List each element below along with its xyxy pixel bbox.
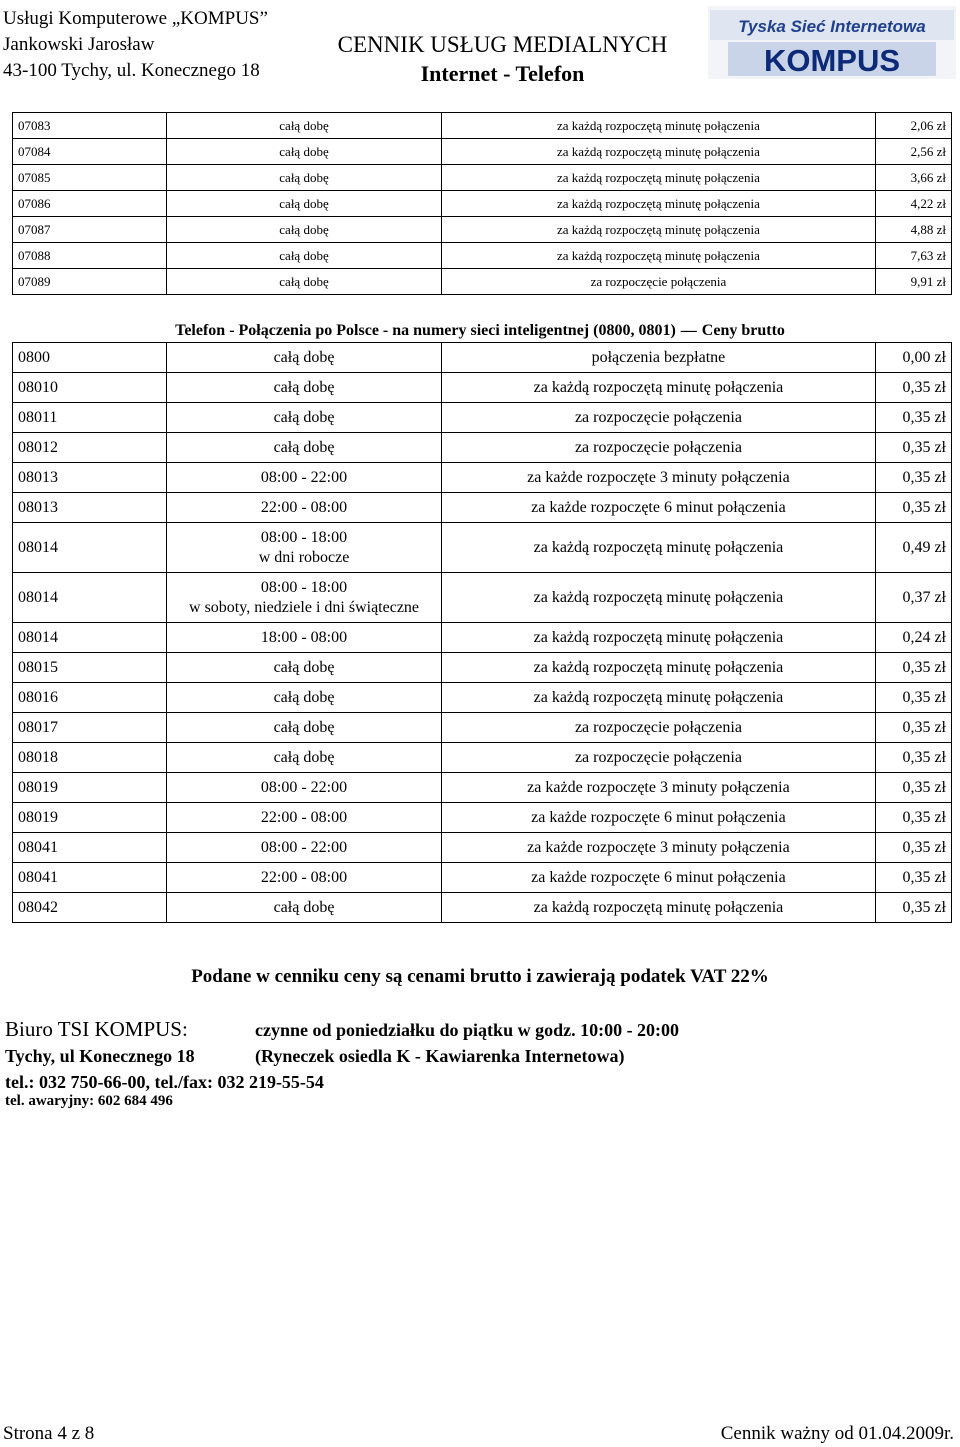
price-cell: 0,49 zł [876,523,952,573]
time-range-cell [167,523,441,573]
price-cell: 0,35 zł [876,403,952,433]
time-range-cell: całą dobę [167,373,441,403]
table-row [13,113,952,139]
price-cell: 0,35 zł [876,493,952,523]
table-row [13,653,952,683]
table-row [13,343,952,373]
number-prefix-cell: 08011 [13,403,167,433]
vat-note: Podane w cenniku ceny są cenami brutto i zawierają podatek VAT 22% [191,966,769,987]
billing-description-cell: za każdą rozpoczętą minutę połączenia [441,523,876,573]
number-prefix-cell: 07087 [13,217,167,243]
valid-from: Cennik ważny od 01.04.2009r. [720,1423,954,1444]
number-prefix-cell: 08019 [13,773,167,803]
time-range-cell: całą dobę [167,217,441,243]
price-table-intelligent-network [12,342,952,923]
price-table-premium [12,112,952,295]
office-fax: tel./fax: 032 219-55-54 [154,1072,324,1092]
billing-description-cell: za rozpoczęcie połączenia [441,743,876,773]
office-label: Biuro TSI KOMPUS: [5,1017,188,1041]
company-name: Usługi Komputerowe „KOMPUS” [3,8,268,29]
price-cell: 0,35 zł [876,653,952,683]
billing-description-cell: za rozpoczęcie połączenia [441,269,876,295]
price-cell: 0,37 zł [876,573,952,623]
time-range-cell: całą dobę [167,653,441,683]
logo-name: KOMPUS [763,43,901,78]
table-row [13,493,952,523]
price-cell: 0,35 zł [876,683,952,713]
table-row [13,863,952,893]
price-cell: 0,35 zł [876,713,952,743]
company-info [3,6,303,84]
office-address: Tychy, ul Konecznego 18 [5,1046,195,1066]
number-prefix-cell: 07083 [13,113,167,139]
number-prefix-cell: 08012 [13,433,167,463]
price-cell: 2,56 zł [876,139,952,165]
office-info [5,1016,679,1095]
logo-tagline: Tyska Sieć Internetowa [738,17,926,36]
price-cell: 7,63 zł [876,243,952,269]
price-cell: 0,35 zł [876,433,952,463]
time-range-cell: 22:00 - 08:00 [167,863,441,893]
number-prefix-cell: 0800 [13,343,167,373]
company-logo [708,6,956,79]
time-range-cell: całą dobę [167,165,441,191]
price-cell: 0,35 zł [876,463,952,493]
time-range: 08:00 - 18:00 [260,578,348,596]
price-cell: 0,35 zł [876,893,952,923]
time-range-cell: całą dobę [167,191,441,217]
billing-description-cell: za każdą rozpoczętą minutę połączenia [441,573,876,623]
section-title-dash: — [680,322,697,339]
number-prefix-cell: 08042 [13,893,167,923]
price-cell: 9,91 zł [876,269,952,295]
number-prefix-cell: 08014 [13,573,167,623]
table-row [13,623,952,653]
billing-description-cell: za każdą rozpoczętą minutę połączenia [441,139,876,165]
number-prefix-cell: 08019 [13,803,167,833]
time-range: 08:00 - 18:00 [260,528,348,546]
section-heading [0,322,960,340]
price-cell: 0,35 zł [876,833,952,863]
price-cell: 0,35 zł [876,373,952,403]
office-phone: tel.: 032 750-66-00, [5,1072,150,1092]
price-cell: 0,35 zł [876,863,952,893]
billing-description-cell: za każdą rozpoczętą minutę połączenia [441,653,876,683]
billing-description-cell: za każdą rozpoczętą minutę połączenia [441,113,876,139]
table-row [13,217,952,243]
number-prefix-cell: 08016 [13,683,167,713]
billing-description-cell: za każde rozpoczęte 6 minut połączenia [441,803,876,833]
billing-description-cell: za każdą rozpoczętą minutę połączenia [441,243,876,269]
billing-description-cell: za każdą rozpoczętą minutę połączenia [441,623,876,653]
table-row [13,165,952,191]
document-title: CENNIK USŁUG MEDIALNYCH [337,32,668,57]
billing-description-cell: za każdą rozpoczętą minutę połączenia [441,165,876,191]
table-row [13,573,952,623]
number-prefix-cell: 08017 [13,713,167,743]
price-cell: 4,88 zł [876,217,952,243]
price-cell: 0,35 zł [876,803,952,833]
billing-description-cell: za rozpoczęcie połączenia [441,433,876,463]
section-title-text: Telefon - Połączenia po Polsce - na numery sieci inteligentnej (0800, 0801) [175,322,676,339]
time-range-cell: 22:00 - 08:00 [167,803,441,833]
company-address: 43-100 Tychy, ul. Konecznego 18 [3,60,260,81]
table-row [13,683,952,713]
time-range-cell: całą dobę [167,743,441,773]
billing-description-cell: za rozpoczęcie połączenia [441,403,876,433]
day-type: w dni robocze [258,548,350,566]
table-row [13,373,952,403]
billing-description-cell: za każde rozpoczęte 6 minut połączenia [441,493,876,523]
time-range-cell: całą dobę [167,343,441,373]
billing-description-cell: połączenia bezpłatne [441,343,876,373]
table-row [13,243,952,269]
price-cell: 4,22 zł [876,191,952,217]
table-row [13,803,952,833]
billing-description-cell: za każdą rozpoczętą minutę połączenia [441,683,876,713]
price-cell: 0,35 zł [876,743,952,773]
table-row [13,403,952,433]
billing-description-cell: za każde rozpoczęte 3 minuty połączenia [441,463,876,493]
billing-description-cell: za każdą rozpoczętą minutę połączenia [441,217,876,243]
time-range-cell: 18:00 - 08:00 [167,623,441,653]
number-prefix-cell: 08013 [13,493,167,523]
number-prefix-cell: 08018 [13,743,167,773]
office-location: (Ryneczek osiedla K - Kawiarenka Internetowa) [255,1046,625,1066]
time-range-cell: całą dobę [167,269,441,295]
table-row [13,713,952,743]
time-range-cell: całą dobę [167,403,441,433]
time-range-cell: 08:00 - 22:00 [167,833,441,863]
number-prefix-cell: 08041 [13,863,167,893]
time-range-cell: całą dobę [167,683,441,713]
time-range-cell: całą dobę [167,139,441,165]
table-row [13,523,952,573]
price-cell: 0,35 zł [876,773,952,803]
table-row [13,139,952,165]
price-cell: 2,06 zł [876,113,952,139]
number-prefix-cell: 08014 [13,623,167,653]
table-row [13,463,952,493]
price-cell: 3,66 zł [876,165,952,191]
billing-description-cell: za każde rozpoczęte 3 minuty połączenia [441,833,876,863]
time-range-cell: całą dobę [167,893,441,923]
document-title-block [300,30,705,88]
section-prices-label: Ceny brutto [701,322,785,339]
time-range-cell: 08:00 - 22:00 [167,463,441,493]
document-subtitle: Internet - Telefon [420,61,585,86]
number-prefix-cell: 07084 [13,139,167,165]
time-range-cell: całą dobę [167,243,441,269]
billing-description-cell: za każde rozpoczęte 3 minuty połączenia [441,773,876,803]
price-cell: 0,00 zł [876,343,952,373]
billing-description-cell: za każdą rozpoczętą minutę połączenia [441,893,876,923]
time-range-cell: 22:00 - 08:00 [167,493,441,523]
number-prefix-cell: 08041 [13,833,167,863]
billing-description-cell: za każde rozpoczęte 6 minut połączenia [441,863,876,893]
table-row [13,833,952,863]
price-cell: 0,24 zł [876,623,952,653]
table-row [13,433,952,463]
number-prefix-cell: 07089 [13,269,167,295]
emergency-phone: tel. awaryjny: 602 684 496 [5,1093,173,1109]
number-prefix-cell: 08015 [13,653,167,683]
number-prefix-cell: 08013 [13,463,167,493]
time-range-cell: całą dobę [167,113,441,139]
table-row [13,269,952,295]
number-prefix-cell: 07088 [13,243,167,269]
number-prefix-cell: 08014 [13,523,167,573]
company-owner: Jankowski Jarosław [3,34,155,55]
table-row [13,743,952,773]
table-row [13,893,952,923]
office-hours: czynne od poniedziałku do piątku w godz. 10:00 - 20:00 [255,1020,680,1040]
table-row [13,191,952,217]
number-prefix-cell: 07086 [13,191,167,217]
billing-description-cell: za każdą rozpoczętą minutę połączenia [441,191,876,217]
time-range-cell: 08:00 - 22:00 [167,773,441,803]
time-range-cell: całą dobę [167,433,441,463]
billing-description-cell: za rozpoczęcie połączenia [441,713,876,743]
number-prefix-cell: 07085 [13,165,167,191]
table-row [13,773,952,803]
billing-description-cell: za każdą rozpoczętą minutę połączenia [441,373,876,403]
day-type: w soboty, niedziele i dni świąteczne [189,598,420,616]
page-number: Strona 4 z 8 [3,1423,95,1444]
number-prefix-cell: 08010 [13,373,167,403]
time-range-cell: całą dobę [167,713,441,743]
time-range-cell [167,573,441,623]
